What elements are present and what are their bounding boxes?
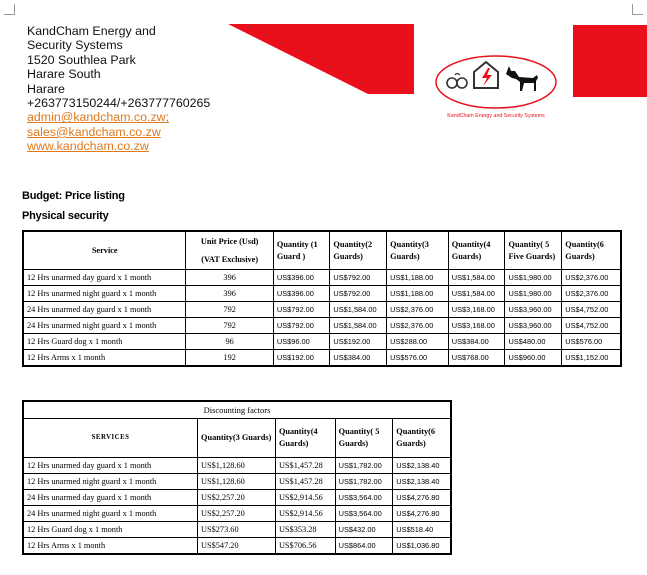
cell-q3: US$288.00	[387, 334, 449, 350]
handcuffs-icon	[447, 74, 467, 89]
cell-q5: US$1,782.00	[335, 458, 393, 474]
cell-q4: US$3,168.00	[448, 302, 505, 318]
cell-service: 24 Hrs unarmed night guard x 1 month	[23, 506, 198, 522]
cell-unit-price: 792	[186, 318, 273, 334]
cell-q5: US$1,980.00	[505, 286, 562, 302]
cell-service: 12 Hrs unarmed day guard x 1 month	[23, 458, 198, 474]
email-separator: ;	[165, 110, 170, 125]
cell-q4: US$706.56	[275, 538, 335, 555]
cell-q4: US$353.28	[275, 522, 335, 538]
discount-table-title-row	[23, 401, 451, 419]
price-listing-table	[22, 230, 622, 367]
cell-service: 12 Hrs Arms x 1 month	[23, 350, 186, 367]
cell-q1: US$792.00	[273, 302, 330, 318]
cell-q1: US$192.00	[273, 350, 330, 367]
cell-q3: US$2,257.20	[198, 490, 276, 506]
cell-q1: US$96.00	[273, 334, 330, 350]
header-q4: Quantity(4 Guards)	[448, 231, 505, 270]
cell-q2: US$1,584.00	[330, 302, 387, 318]
website-link[interactable]: www.kandcham.co.zw	[27, 139, 149, 154]
company-address-block	[27, 24, 210, 154]
cell-q3: US$1,128.60	[198, 474, 276, 490]
header-q5: Quantity( 5 Guards)	[335, 419, 393, 458]
cell-q5: US$864.00	[335, 538, 393, 555]
cell-q6: US$2,138.40	[393, 474, 451, 490]
cell-unit-price: 396	[186, 270, 273, 286]
table-row	[23, 474, 451, 490]
table-row	[23, 522, 451, 538]
physical-security-heading: Physical security	[22, 210, 109, 222]
cell-q4: US$1,584.00	[448, 286, 505, 302]
cell-q3: US$2,376.00	[387, 302, 449, 318]
cell-unit-price: 396	[186, 286, 273, 302]
budget-heading: Budget: Price listing	[22, 190, 125, 202]
cell-q3: US$1,128.60	[198, 458, 276, 474]
cell-q3: US$2,257.20	[198, 506, 276, 522]
header-q3: Quantity(3 Guards)	[387, 231, 449, 270]
cell-service: 24 Hrs unarmed day guard x 1 month	[23, 490, 198, 506]
address-line3: Harare	[27, 81, 65, 96]
cell-q2: US$384.00	[330, 350, 387, 367]
cell-q5: US$1,782.00	[335, 474, 393, 490]
header-unit-price	[186, 231, 273, 270]
cell-service: 12 Hrs unarmed night guard x 1 month	[23, 474, 198, 490]
header-q3: Quantity(3 Guards)	[198, 419, 276, 458]
cell-service: 12 Hrs unarmed day guard x 1 month	[23, 270, 186, 286]
cell-q4: US$1,584.00	[448, 270, 505, 286]
table-row	[23, 350, 621, 367]
cell-q2: US$1,584.00	[330, 318, 387, 334]
cell-q5: US$3,960.00	[505, 302, 562, 318]
cell-q6: US$4,752.00	[562, 318, 621, 334]
cell-service: 12 Hrs Guard dog x 1 month	[23, 334, 186, 350]
company-logo	[426, 54, 566, 120]
cell-q3: US$2,376.00	[387, 318, 449, 334]
cell-q3: US$547.20	[198, 538, 276, 555]
cell-q1: US$396.00	[273, 270, 330, 286]
cell-q6: US$2,376.00	[562, 270, 621, 286]
house-bolt-icon	[474, 62, 498, 88]
cell-q5: US$3,960.00	[505, 318, 562, 334]
page-corner-mark-right	[632, 4, 643, 15]
table-row	[23, 318, 621, 334]
cell-q5: US$960.00	[505, 350, 562, 367]
cell-q4: US$1,457.28	[275, 474, 335, 490]
address-line2: Harare South	[27, 67, 101, 82]
cell-unit-price: 96	[186, 334, 273, 350]
cell-q6: US$576.00	[562, 334, 621, 350]
header-q4: Quantity(4 Guards)	[275, 419, 335, 458]
header-unit-price-label: Unit Price (Usd)	[200, 236, 259, 246]
table-row	[23, 458, 451, 474]
cell-q5: US$3,564.00	[335, 506, 393, 522]
table-row	[23, 490, 451, 506]
header-q2: Quantity(2 Guards)	[330, 231, 387, 270]
table-row	[23, 334, 621, 350]
header-q6: Quantity(6 Guards)	[562, 231, 621, 270]
cell-q2: US$792.00	[330, 286, 387, 302]
cell-q3: US$273.60	[198, 522, 276, 538]
cell-q4: US$1,457.28	[275, 458, 335, 474]
cell-unit-price: 192	[186, 350, 273, 367]
cell-q6: US$518.40	[393, 522, 451, 538]
cell-q6: US$4,276.80	[393, 506, 451, 522]
cell-q2: US$192.00	[330, 334, 387, 350]
cell-service: 24 Hrs unarmed day guard x 1 month	[23, 302, 186, 318]
cell-q6: US$4,752.00	[562, 302, 621, 318]
cell-service: 24 Hrs unarmed night guard x 1 month	[23, 318, 186, 334]
table-row	[23, 286, 621, 302]
cell-q2: US$792.00	[330, 270, 387, 286]
table-row	[23, 270, 621, 286]
header-service: Service	[23, 231, 186, 270]
email-link-admin[interactable]: admin@kandcham.co.zw	[27, 110, 166, 125]
logo-emblem	[426, 54, 566, 120]
company-name-line1: KandCham Energy and	[27, 24, 156, 38]
cell-q4: US$384.00	[448, 334, 505, 350]
cell-q4: US$2,914.56	[275, 506, 335, 522]
cell-q6: US$1,152.00	[562, 350, 621, 367]
red-banner-shape-left	[228, 24, 414, 94]
header-q6: Quantity(6 Guards)	[393, 419, 451, 458]
header-unit-price-sub: (VAT Exclusive)	[201, 254, 259, 264]
cell-q5: US$1,980.00	[505, 270, 562, 286]
red-banner-shape-right	[573, 25, 647, 97]
dog-icon	[506, 66, 538, 91]
cell-q6: US$4,276.80	[393, 490, 451, 506]
cell-q4: US$3,168.00	[448, 318, 505, 334]
table-row	[23, 506, 451, 522]
cell-q6: US$1,036.80	[393, 538, 451, 555]
header-services: SERVICES	[23, 419, 198, 458]
cell-q5: US$432.00	[335, 522, 393, 538]
page-corner-mark-left	[4, 4, 15, 15]
cell-service: 12 Hrs Arms x 1 month	[23, 538, 198, 555]
cell-service: 12 Hrs Guard dog x 1 month	[23, 522, 198, 538]
cell-service: 12 Hrs unarmed night guard x 1 month	[23, 286, 186, 302]
cell-q1: US$792.00	[273, 318, 330, 334]
cell-q6: US$2,376.00	[562, 286, 621, 302]
discount-table-title: Discounting factors	[23, 401, 451, 419]
logo-caption: KandCham Energy and Security Systems	[447, 113, 545, 119]
header-q1: Quantity (1 Guard )	[273, 231, 330, 270]
address-line1: 1520 Southlea Park	[27, 52, 136, 67]
cell-q6: US$2,138.40	[393, 458, 451, 474]
cell-q1: US$396.00	[273, 286, 330, 302]
cell-q5: US$3,564.00	[335, 490, 393, 506]
cell-q5: US$480.00	[505, 334, 562, 350]
price-table-header-row	[23, 231, 621, 270]
company-name-line2: Security Systems	[27, 38, 123, 53]
phone-number: +263773150244/+263777760265	[27, 96, 211, 111]
discount-table-header-row	[23, 419, 451, 458]
discounting-factors-table	[22, 400, 452, 555]
cell-q4: US$768.00	[448, 350, 505, 367]
cell-q4: US$2,914.56	[275, 490, 335, 506]
cell-q3: US$1,188.00	[387, 270, 449, 286]
cell-unit-price: 792	[186, 302, 273, 318]
table-row	[23, 302, 621, 318]
header-q5: Quantity( 5 Five Guards)	[505, 231, 562, 270]
table-row	[23, 538, 451, 555]
cell-q3: US$1,188.00	[387, 286, 449, 302]
cell-q3: US$576.00	[387, 350, 449, 367]
email-link-sales[interactable]: sales@kandcham.co.zw	[27, 124, 161, 139]
